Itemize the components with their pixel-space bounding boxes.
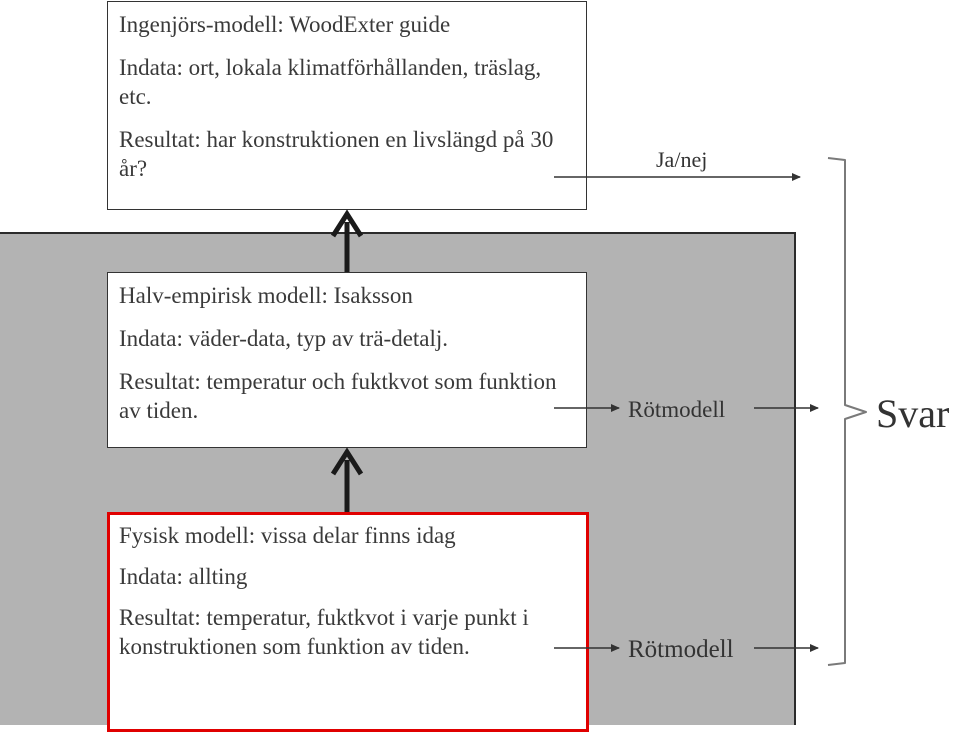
ja-nej-label: Ja/nej [656,147,708,172]
svar-label: Svar [876,391,950,436]
right-curly-brace [828,158,866,665]
rotmodell-label-1: Rötmodell [628,397,726,422]
semi-empirical-model-input: Indata: väder-data, typ av trä-detalj. [119,326,449,351]
semi-empirical-model-result: Resultat: temperatur och fuktkvot som funktion av tiden. [119,369,557,423]
up-arrow-bottom [333,452,361,512]
semi-empirical-model-title: Halv-empirisk modell: Isaksson [119,283,413,308]
physical-model-input: Indata: allting [119,564,248,589]
engineering-model-result: Resultat: har konstruktionen en livslängd på 30 år? [119,127,554,181]
physical-model-result: Resultat: temperatur, fuktkvot i varje punkt i konstruktionen som funktion av tiden. [119,605,529,659]
up-arrow-top [333,214,361,272]
engineering-model-input: Indata: ort, lokala klimatförhållanden, träslag, etc. [119,55,542,109]
engineering-model-title: Ingenjörs-modell: WoodExter guide [119,12,451,37]
rotmodell-label-2: Rötmodell [628,636,734,663]
physical-model-title: Fysisk modell: vissa delar finns idag [119,523,456,548]
